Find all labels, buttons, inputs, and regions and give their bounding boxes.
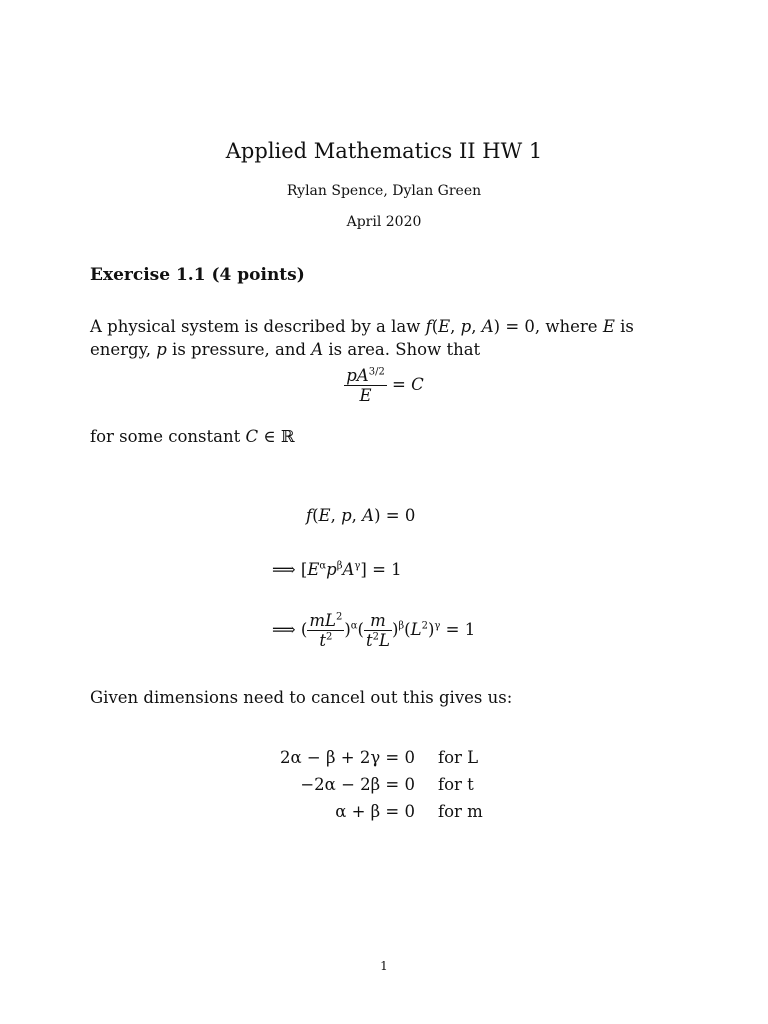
system-eq-2-rhs: for t bbox=[438, 775, 474, 794]
system-eq-1-lhs: 2α − β + 2γ = 0 bbox=[280, 748, 415, 767]
given-text: Given dimensions need to cancel out this gives us: bbox=[90, 688, 513, 707]
exercise-statement: A physical system is described by a law f(E, p, A) = 0, where E is energy, p is pressure, and A is area. Show that bbox=[90, 317, 634, 359]
system-eq-1-rhs: for L bbox=[438, 748, 479, 767]
system-eq-3-lhs: α + β = 0 bbox=[335, 802, 415, 821]
derivation-line-1: f(E, p, A) = 0 bbox=[306, 506, 416, 525]
exercise-heading: Exercise 1.1 (4 points) bbox=[90, 265, 305, 285]
system-eq-3-rhs: for m bbox=[438, 802, 483, 821]
system-eq-2-lhs: −2α − 2β = 0 bbox=[300, 775, 415, 794]
authors: Rylan Spence, Dylan Green bbox=[286, 183, 482, 199]
derivation-line-3: ⟹ ( $\frac{mL^2}{t^2}$ )$^\alpha$( $\frac{m}{t^2L}$ )$^\beta(L^2)^\gamma = 1$ bbox=[272, 611, 476, 650]
constant-condition: for some constant C ∈ ℝ bbox=[90, 427, 295, 446]
document-date: April 2020 bbox=[346, 214, 422, 230]
derivation-line-2: ⟹ $[E^\alpha p^\beta A^\gamma] = 1$ bbox=[272, 560, 402, 579]
page-number: 1 bbox=[380, 959, 388, 973]
document-title: Applied Mathematics II HW 1 bbox=[225, 139, 543, 163]
target-equation: $\frac{pA^{3/2}}{E}$ = C bbox=[346, 366, 424, 405]
